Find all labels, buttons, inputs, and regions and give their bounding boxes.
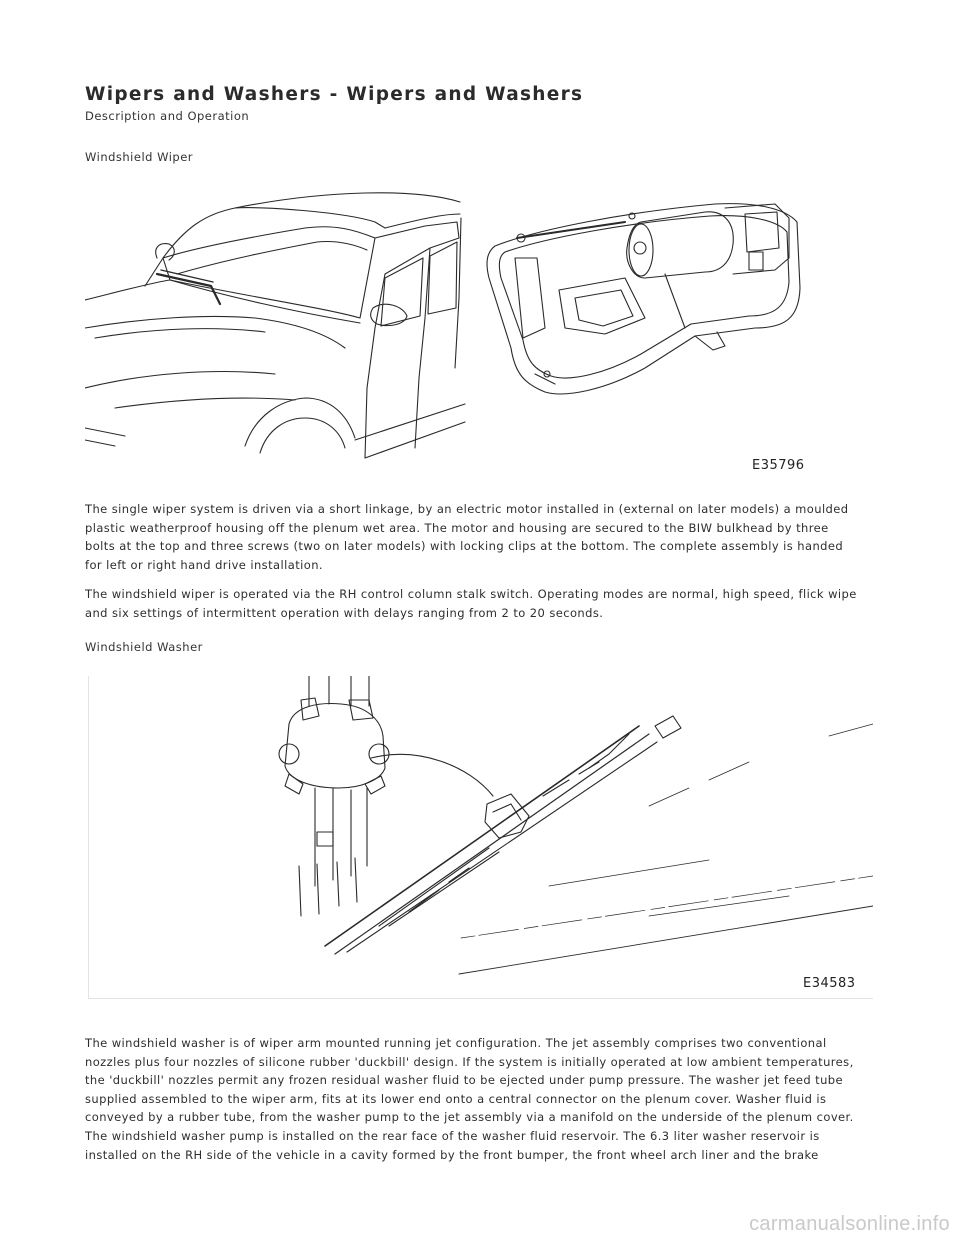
text-line: the 'duckbill' nozzles permit any frozen residual washer fluid to be ejected under pump pressure. The washer jet feed tube <box>85 1073 843 1088</box>
washer-figure <box>88 676 873 999</box>
washer-jet-illustration <box>89 676 873 998</box>
page-subtitle: Description and Operation <box>85 109 250 123</box>
text-line: supplied assembled to the wiper arm, fits at its lower end onto a central connector on the plenum cover. Washer fluid is <box>85 1091 827 1106</box>
text-line: The windshield washer is of wiper arm mounted running jet configuration. The jet assembly comprises two conventional <box>85 1036 827 1050</box>
wiper-figure-id: E35796 <box>752 458 805 473</box>
wiper-figure <box>85 178 845 478</box>
text-line: nozzles plus four nozzles of silicone rubber 'duckbill' design. If the system is initially operated at low ambient temperatures, <box>85 1054 854 1069</box>
text-line: installed on the RH side of the vehicle in a cavity formed by the front bumper, the front wheel arch liner and the brake <box>85 1147 819 1162</box>
washer-figure-id: E34583 <box>803 976 856 991</box>
wiper-heading: Windshield Wiper <box>85 150 194 164</box>
text-line: plastic weatherproof housing off the plenum wet area. The motor and housing are secured to the BIW bulkhead by three <box>85 520 829 535</box>
watermark: carmanualsonline.info <box>749 1213 950 1235</box>
wiper-description-paragraph <box>85 500 885 574</box>
text-line: for left or right hand drive installation. <box>85 557 323 572</box>
text-line: and six settings of intermittent operation with delays ranging from 2 to 20 seconds. <box>85 605 604 620</box>
text-line: The windshield washer pump is installed on the rear face of the washer fluid reservoir. The 6.3 liter washer reservoir is <box>85 1128 820 1143</box>
wiper-operation-paragraph <box>85 585 885 622</box>
washer-description-paragraph <box>85 1034 885 1164</box>
text-line: conveyed by a rubber tube, from the washer pump to the jet assembly via a manifold on the underside of the plenum cover. <box>85 1110 854 1125</box>
car-wiper-illustration <box>85 178 845 478</box>
page-title: Wipers and Washers - Wipers and Washers <box>85 84 584 105</box>
text-line: The windshield wiper is operated via the RH control column stalk switch. Operating modes are normal, high speed, flick wipe <box>85 587 857 601</box>
text-line: bolts at the top and three screws (two on later models) with locking clips at the bottom. The complete assembly is handed <box>85 539 844 554</box>
washer-heading: Windshield Washer <box>85 640 203 654</box>
text-line: The single wiper system is driven via a short linkage, by an electric motor installed in (external on later models) a moulded <box>85 502 849 516</box>
